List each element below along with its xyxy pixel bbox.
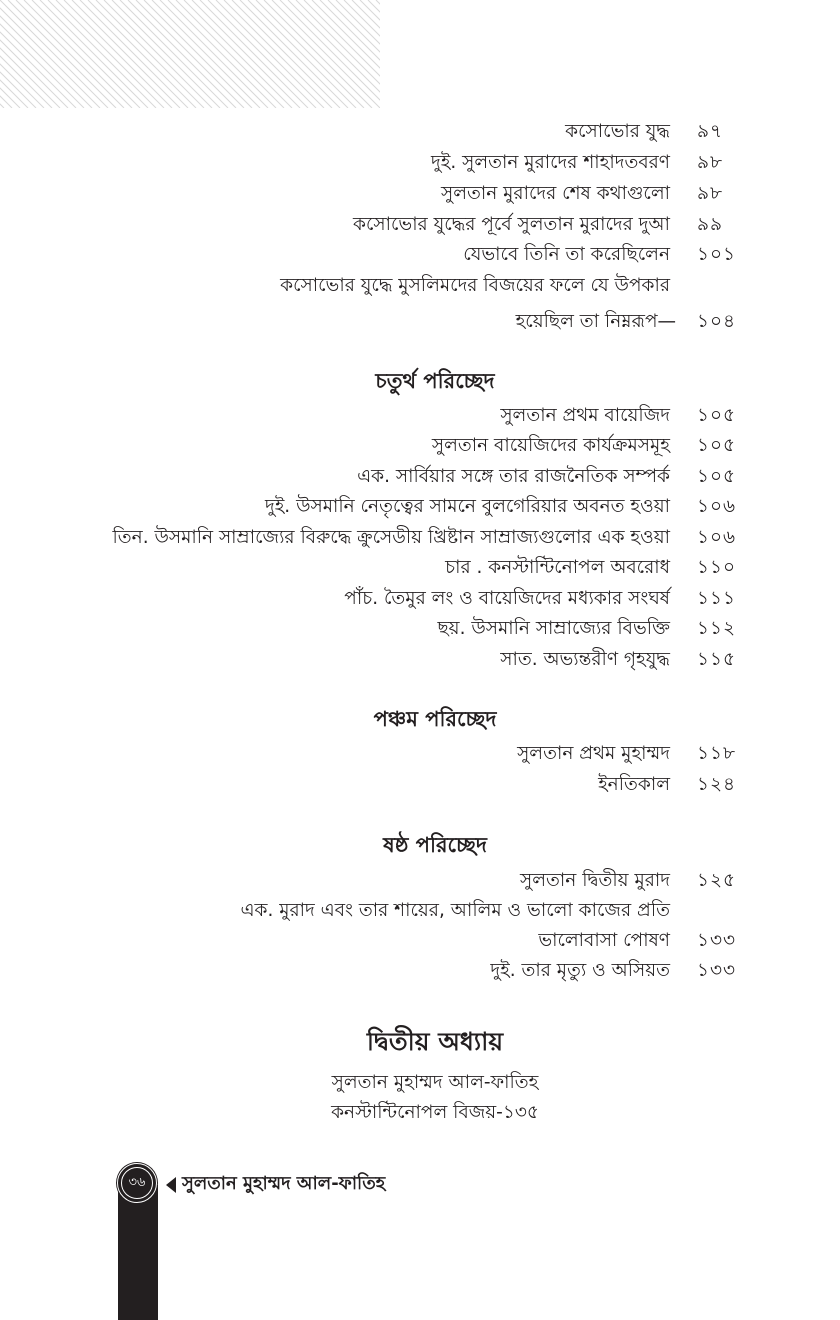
hatch-line bbox=[168, 0, 276, 108]
hatch-line bbox=[112, 0, 220, 108]
part-heading: দ্বিতীয় অধ্যায় bbox=[366, 1027, 504, 1056]
toc-entry-page: ১০৪ bbox=[697, 311, 737, 332]
toc-entry-page: ১১০ bbox=[697, 557, 737, 578]
toc-entry-page: ১০৫ bbox=[697, 466, 737, 487]
toc-entry[interactable] bbox=[0, 210, 840, 240]
toc-entry[interactable] bbox=[0, 179, 840, 209]
toc-entry[interactable] bbox=[0, 523, 840, 553]
toc-entry-title: ভালোবাসা পোষণ bbox=[538, 930, 670, 951]
hatch-line bbox=[24, 0, 132, 108]
toc-entry-page: ১৩৩ bbox=[697, 930, 737, 951]
hatch-line bbox=[272, 0, 380, 108]
part-subtitle: কনস্টান্টিনোপল বিজয়-১৩৫ bbox=[331, 1102, 539, 1123]
hatch-line bbox=[0, 0, 108, 108]
hatch-line bbox=[136, 0, 244, 108]
running-title: সুলতান মুহাম্মদ আল-ফাতিহ bbox=[182, 1173, 386, 1194]
hatch-line bbox=[312, 0, 380, 108]
hatch-line bbox=[56, 0, 164, 108]
toc-entry-page: ১০৬ bbox=[697, 496, 737, 517]
footer-side-bar bbox=[118, 1185, 158, 1320]
hatch-line bbox=[80, 0, 188, 108]
part-subtitle: সুলতান মুহাম্মদ আল-ফাতিহ bbox=[331, 1072, 539, 1093]
toc-entry-title: চার . কনস্টান্টিনোপল অবরোধ bbox=[445, 557, 670, 578]
hatch-line bbox=[360, 0, 380, 108]
hatch-line bbox=[88, 0, 196, 108]
hatch-line bbox=[176, 0, 284, 108]
toc-entry[interactable] bbox=[0, 584, 840, 614]
hatch-line bbox=[280, 0, 380, 108]
hatch-line bbox=[48, 0, 156, 108]
hatch-line bbox=[240, 0, 348, 108]
hatch-line bbox=[224, 0, 332, 108]
hatch-line bbox=[120, 0, 228, 108]
hatch-line bbox=[72, 0, 180, 108]
toc-entry[interactable] bbox=[0, 148, 840, 178]
toc-entry-page: ১৩৩ bbox=[697, 960, 737, 981]
toc-entry-page: ৯৮ bbox=[697, 183, 724, 204]
toc-entry-title: এক. সার্বিয়ার সঙ্গে তার রাজনৈতিক সম্পর্ক bbox=[357, 466, 670, 487]
toc-entry-page: ১০৫ bbox=[697, 435, 737, 456]
hatch-line bbox=[0, 0, 68, 108]
toc-entry-page: ১২৪ bbox=[697, 774, 737, 795]
toc-entry[interactable] bbox=[0, 770, 840, 800]
decorative-hatch-pattern bbox=[0, 0, 380, 108]
hatch-line bbox=[32, 0, 140, 108]
toc-entry-title: এক. মুরাদ এবং তার শায়ের, আলিম ও ভালো কাজের প্রতি bbox=[240, 900, 670, 921]
toc-entry[interactable] bbox=[0, 614, 840, 644]
toc-entry-page: ৯৮ bbox=[697, 152, 724, 173]
hatch-line bbox=[216, 0, 324, 108]
toc-entry-wrapped-line[interactable] bbox=[0, 896, 840, 926]
toc-entry-page: ১২৫ bbox=[697, 870, 737, 891]
hatch-line bbox=[256, 0, 364, 108]
toc-entry-title: কসোভোর যুদ্ধ bbox=[565, 121, 670, 142]
hatch-line bbox=[8, 0, 116, 108]
hatch-line bbox=[64, 0, 172, 108]
hatch-line bbox=[0, 0, 20, 108]
hatch-line bbox=[0, 0, 84, 108]
toc-entry[interactable] bbox=[0, 739, 840, 769]
hatch-line bbox=[104, 0, 212, 108]
toc-entry[interactable] bbox=[0, 492, 840, 522]
toc-entry[interactable] bbox=[0, 431, 840, 461]
hatch-line bbox=[16, 0, 124, 108]
page-number-badge bbox=[117, 1163, 157, 1203]
chapter-heading: ষষ্ঠ পরিচ্ছেদ bbox=[383, 833, 487, 857]
hatch-line bbox=[232, 0, 340, 108]
toc-entry-title: কসোভোর যুদ্ধে মুসলিমদের বিজয়ের ফলে যে উপকার bbox=[280, 275, 670, 296]
hatch-line bbox=[160, 0, 268, 108]
toc-entry[interactable] bbox=[0, 240, 840, 270]
toc-entry-page: ১১৮ bbox=[697, 743, 737, 764]
toc-entry-page: ১১১ bbox=[697, 588, 737, 609]
toc-entry-title: কসোভোর যুদ্ধের পূর্বে সুলতান মুরাদের দুআ bbox=[353, 214, 670, 235]
toc-entry-title: ইনতিকাল bbox=[598, 774, 670, 795]
toc-entry-title: সুলতান দ্বিতীয় মুরাদ bbox=[520, 870, 670, 891]
toc-entry-title: সুলতান বায়েজিদের কার্যক্রমসমূহ bbox=[431, 435, 670, 456]
toc-entry-page: ১১৫ bbox=[697, 649, 737, 670]
toc-entry-page: ৯৭ bbox=[697, 121, 724, 142]
toc-entry-page: ৯৯ bbox=[697, 214, 724, 235]
hatch-line bbox=[40, 0, 148, 108]
toc-entry-title: সাত. অভ্যন্তরীণ গৃহযুদ্ধ bbox=[500, 649, 670, 670]
toc-entry-title: তিন. উসমানি সাম্রাজ্যের বিরুদ্ধে ক্রুসেডীয় খ্রিষ্টান সাম্রাজ্যগুলোর এক হওয়া bbox=[112, 527, 670, 548]
hatch-line bbox=[0, 0, 100, 108]
toc-entry[interactable] bbox=[0, 956, 840, 986]
page-number: ৩৬ bbox=[121, 1167, 153, 1199]
toc-entry-title: দুই. উসমানি নেতৃত্বের সামনে বুলগেরিয়ার অবনত হওয়া bbox=[264, 496, 670, 517]
toc-entry-title: ছয়. উসমানি সাম্রাজ্যের বিভক্তি bbox=[437, 618, 670, 639]
hatch-line bbox=[200, 0, 308, 108]
triangle-left-icon bbox=[166, 1177, 176, 1193]
toc-entry-title: দুই. তার মৃত্যু ও অসিয়ত bbox=[490, 960, 670, 981]
hatch-line bbox=[296, 0, 380, 108]
toc-entry-title: পাঁচ. তৈমুর লং ও বায়েজিদের মধ্যকার সংঘর্ষ bbox=[344, 588, 670, 609]
toc-entry-page: ১০৬ bbox=[697, 527, 737, 548]
toc-entry[interactable] bbox=[0, 462, 840, 492]
hatch-line bbox=[152, 0, 260, 108]
toc-entry[interactable] bbox=[0, 866, 840, 896]
hatch-line bbox=[264, 0, 372, 108]
toc-entry-title: সুলতান প্রথম বায়েজিদ bbox=[500, 405, 670, 426]
toc-entry-page: ১০১ bbox=[697, 244, 737, 265]
hatch-line bbox=[144, 0, 252, 108]
hatch-line bbox=[192, 0, 300, 108]
toc-entry-page: ১০৫ bbox=[697, 405, 737, 426]
toc-entry[interactable] bbox=[0, 401, 840, 431]
chapter-heading: পঞ্চম পরিচ্ছেদ bbox=[373, 707, 497, 731]
hatch-line bbox=[96, 0, 204, 108]
toc-entry[interactable] bbox=[0, 926, 840, 956]
toc-entry-wrapped-line[interactable] bbox=[0, 271, 840, 301]
toc-entry[interactable] bbox=[0, 553, 840, 583]
hatch-line bbox=[128, 0, 236, 108]
hatch-line bbox=[208, 0, 316, 108]
toc-entry-page: ১১২ bbox=[697, 618, 737, 639]
toc-entry-title: দুই. সুলতান মুরাদের শাহাদতবরণ bbox=[431, 152, 670, 173]
toc-entry-title: সুলতান প্রথম মুহাম্মদ bbox=[517, 743, 670, 764]
hatch-line bbox=[184, 0, 292, 108]
toc-entry-title: সুলতান মুরাদের শেষ কথাগুলো bbox=[440, 183, 670, 204]
hatch-line bbox=[248, 0, 356, 108]
toc-entry[interactable] bbox=[0, 645, 840, 675]
chapter-heading: চতুর্থ পরিচ্ছেদ bbox=[375, 369, 495, 393]
toc-entry[interactable] bbox=[0, 307, 840, 337]
toc-entry-title: হয়েছিল তা নিম্নরূপ— bbox=[515, 311, 676, 332]
toc-entry[interactable] bbox=[0, 117, 840, 147]
toc-entry-title: যেভাবে তিনি তা করেছিলেন bbox=[463, 244, 670, 265]
